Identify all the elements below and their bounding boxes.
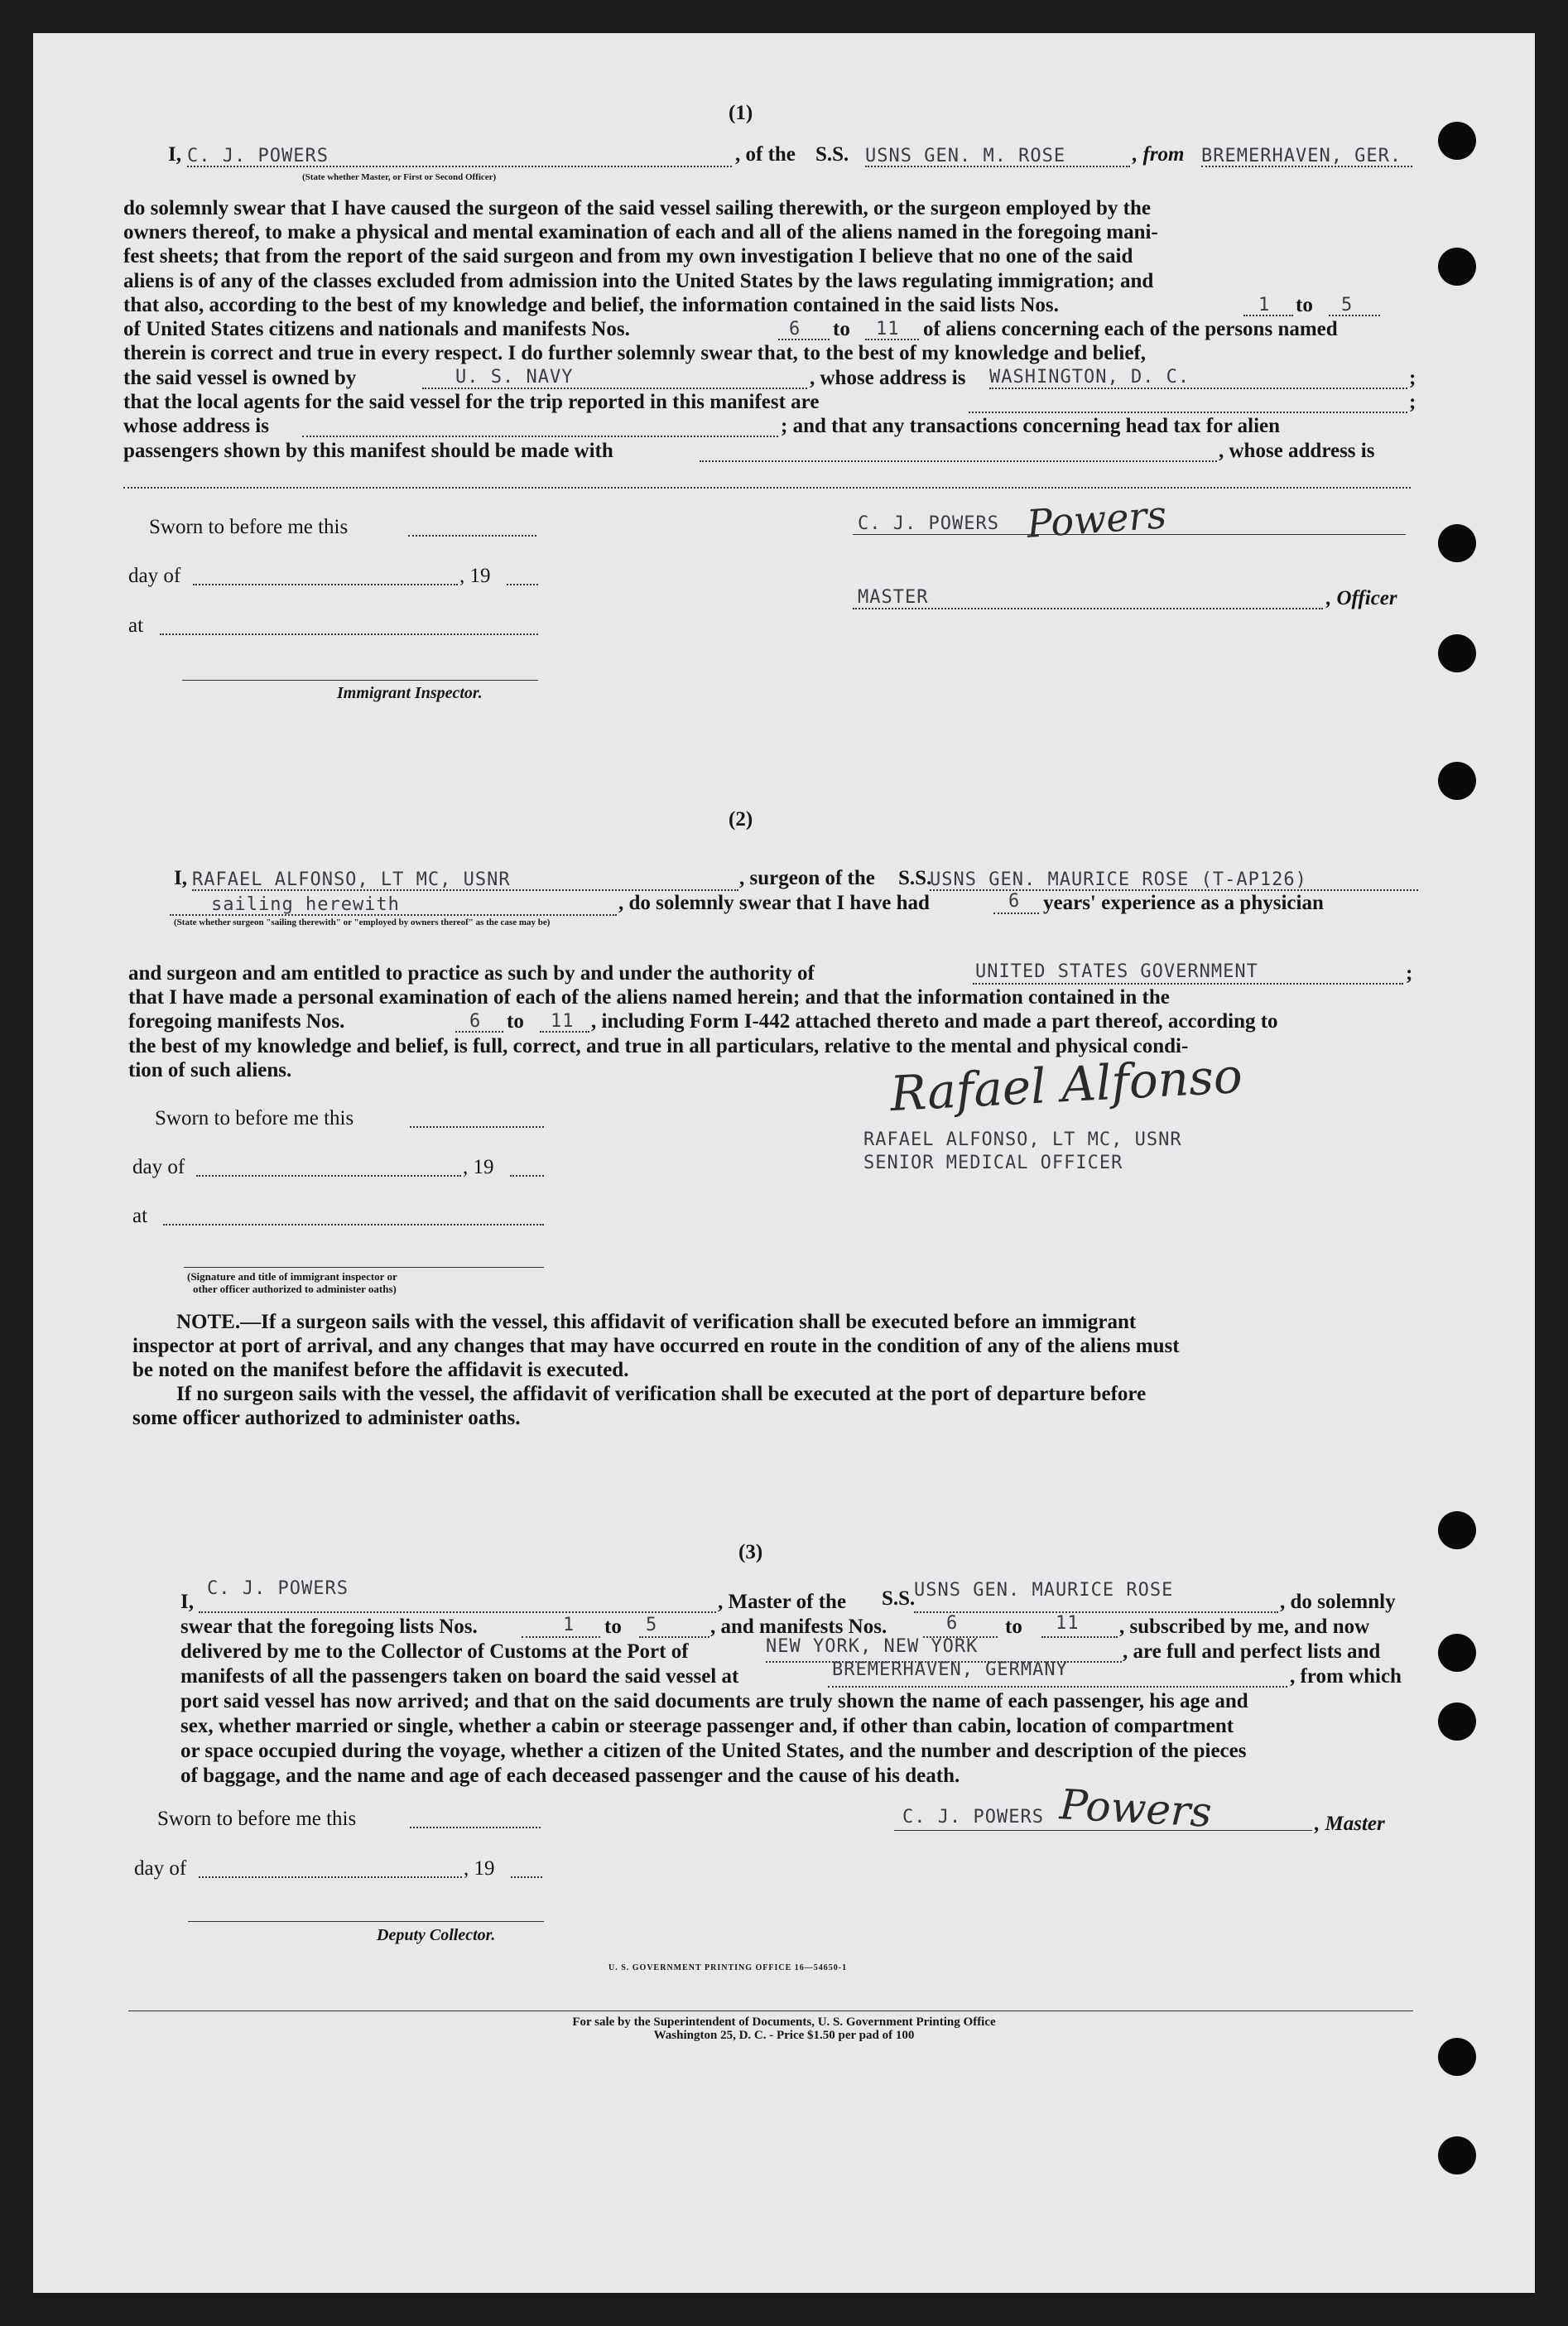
label-text: , are full and perfect lists and <box>1123 1640 1381 1663</box>
fill-line <box>540 1031 589 1033</box>
punct: ; <box>1406 962 1413 985</box>
label-text: , whose address is <box>810 367 966 389</box>
note-line: be noted on the manifest before the affidavit is executed. <box>132 1359 629 1381</box>
fill-line <box>123 487 1411 489</box>
list-number: 1 <box>563 1615 575 1635</box>
fill-line <box>969 412 1407 413</box>
at-label: at <box>128 614 144 637</box>
fill-line <box>199 1876 462 1878</box>
fill-line <box>973 983 1403 985</box>
fill-line <box>989 388 1407 389</box>
day-label: day of <box>132 1156 185 1178</box>
paragraph-line: of baggage, and the name and age of each deceased passenger and the cause of his death. <box>180 1765 960 1787</box>
fill-line <box>522 1636 600 1638</box>
deputy-caption: Deputy Collector. <box>377 1926 496 1944</box>
fill-line <box>639 1636 709 1638</box>
paragraph-line: swear that the foregoing lists Nos. <box>180 1616 478 1638</box>
vessel-name: USNS GEN. MAURICE ROSE <box>914 1580 1174 1601</box>
manifest-number: 11 <box>876 319 900 340</box>
paragraph-line: owners thereof, to make a physical and mental examination of each and all of the aliens named in the foregoing mani- <box>123 221 1158 243</box>
punch-hole <box>1438 248 1476 286</box>
sworn-label: Sworn to before me this <box>157 1808 357 1830</box>
master-signature: Powers <box>1058 1780 1214 1837</box>
fill-line <box>510 1175 544 1177</box>
fill-line <box>302 436 778 437</box>
paragraph-line: port said vessel has now arrived; and that on the said documents are truly shown the name of each passenger, his age and <box>180 1690 1248 1712</box>
punch-hole <box>1438 2136 1476 2174</box>
fill-line <box>914 1611 1278 1613</box>
note-line: inspector at port of arrival, and any changes that may have occurred en route in the condition of any of the aliens must <box>132 1335 1180 1357</box>
fill-line <box>828 1686 1287 1688</box>
paragraph-line: therein is correct and true in every respect. I do further solemnly swear that, to the best of my knowledge and belief, <box>123 342 1147 364</box>
paragraph-line: , whose address is <box>1219 440 1375 462</box>
fill-line <box>193 584 458 585</box>
fill-line <box>410 1126 544 1128</box>
document-page <box>33 33 1535 2293</box>
punct: ; <box>1409 367 1416 389</box>
list-number: 5 <box>1341 295 1354 315</box>
fill-line <box>422 388 807 389</box>
fill-line <box>196 1175 461 1177</box>
fill-line <box>455 1031 503 1033</box>
list-number: 1 <box>1258 295 1271 315</box>
section-number: (1) <box>729 102 753 124</box>
note-line: NOTE.—If a surgeon sails with the vessel, this affidavit of verification shall be executed before an immigrant <box>176 1311 1137 1333</box>
officer-caption: , Officer <box>1326 587 1397 609</box>
paragraph-line: fest sheets; that from the report of the said surgeon and from my own investigation I believe that no one of the said <box>123 245 1133 267</box>
paragraph-line: or space occupied during the voyage, whether a citizen of the United States, and the number and description of the pieces <box>180 1740 1247 1762</box>
label-text: , and manifests Nos. <box>710 1616 887 1638</box>
punch-hole <box>1438 524 1476 562</box>
vessel-type: S.S. <box>815 143 849 166</box>
punch-hole <box>1438 2038 1476 2076</box>
label-text: to <box>507 1010 524 1033</box>
surgeon-signature-title: SENIOR MEDICAL OFFICER <box>863 1153 1123 1173</box>
day-label: day of <box>128 565 181 587</box>
paragraph-line: foregoing manifests Nos. <box>128 1010 345 1033</box>
pronoun: I, <box>180 1591 194 1613</box>
master-caption: , Master <box>1315 1813 1385 1835</box>
paragraph-line: do solemnly swear that I have caused the surgeon of the said vessel sailing therewith, or the surgeon employed by the <box>123 197 1151 219</box>
vessel-type: S.S. <box>882 1587 916 1610</box>
label-text: , do solemnly swear that I have had <box>618 892 930 914</box>
pronoun: I, <box>168 143 181 166</box>
signature-caption: other officer authorized to administer oaths) <box>193 1283 397 1295</box>
fill-line <box>511 1876 542 1878</box>
label-text: to <box>604 1616 622 1638</box>
officer-title: MASTER <box>858 587 929 608</box>
day-label: day of <box>134 1857 187 1880</box>
label-text: , from <box>1133 143 1185 166</box>
manifest-number: 6 <box>946 1613 959 1634</box>
list-number: 5 <box>646 1615 658 1635</box>
signature-line <box>182 680 538 681</box>
paragraph-line: , including Form I-442 attached thereto and made a part thereof, according to <box>591 1010 1278 1033</box>
label-text: , from which <box>1290 1665 1402 1688</box>
fill-line <box>853 608 1323 609</box>
master-name: C. J. POWERS <box>207 1578 349 1599</box>
years-experience: 6 <box>1008 891 1021 912</box>
punct: ; <box>1409 391 1416 413</box>
paragraph-line: of United States citizens and nationals and manifests Nos. <box>123 318 630 340</box>
punch-hole <box>1438 762 1476 800</box>
year-label: , 19 <box>464 1857 495 1880</box>
arrival-port: NEW YORK, NEW YORK <box>766 1636 979 1657</box>
paragraph-line: manifests of all the passengers taken on board the said vessel at <box>180 1665 739 1688</box>
label-text: to <box>1005 1616 1022 1638</box>
note-line: If no surgeon sails with the vessel, the affidavit of verification shall be executed at the port of departure before <box>176 1383 1147 1405</box>
fill-line <box>1243 315 1293 316</box>
manifest-number: 6 <box>789 319 801 340</box>
sale-notice: For sale by the Superintendent of Documents, U. S. Government Printing Office <box>572 2015 996 2029</box>
sworn-label: Sworn to before me this <box>149 516 349 538</box>
surgeon-signature-name: RAFAEL ALFONSO, LT MC, USNR <box>863 1129 1182 1150</box>
sworn-label: Sworn to before me this <box>155 1107 354 1129</box>
master-signature-name: C. J. POWERS <box>902 1807 1044 1828</box>
year-label: , 19 <box>459 565 491 587</box>
paragraph-line: and surgeon and am entitled to practice as such by and under the authority of <box>128 962 815 985</box>
paragraph-line: ; and that any transactions concerning head tax for alien <box>781 415 1281 437</box>
officer-signature: Powers <box>1025 492 1168 547</box>
manifest-number: 6 <box>469 1011 482 1032</box>
paragraph-line: sex, whether married or single, whether a cabin or steerage passenger and, if other than cabin, location of compartment <box>180 1715 1234 1737</box>
label-text: , surgeon of the <box>739 867 875 889</box>
fill-line <box>778 339 830 340</box>
paragraph-line: that I have made a personal examination of each of the aliens named herein; and that the information contained in the <box>128 986 1170 1009</box>
officer-name: C. J. POWERS <box>187 146 329 166</box>
inspector-caption: Immigrant Inspector. <box>337 684 483 702</box>
fill-line <box>160 633 538 635</box>
surgeon-name: RAFAEL ALFONSO, LT MC, USNR <box>192 869 511 890</box>
paragraph-line: that also, according to the best of my knowledge and belief, the information contained in the said lists Nos. <box>123 294 1059 316</box>
label-text: to <box>1296 294 1313 316</box>
surgeon-status: sailing herewith <box>211 894 400 915</box>
paragraph-line: of aliens concerning each of the persons named <box>923 318 1338 340</box>
label-text: to <box>833 318 850 340</box>
paragraph-line: aliens is of any of the classes excluded from admission into the United States by the laws regulating immigration; and <box>123 270 1154 292</box>
field-caption: (State whether surgeon "sailing therewith" or "employed by owners thereof" as the case may be) <box>174 917 551 927</box>
paragraph-line: tion of such aliens. <box>128 1059 292 1081</box>
section-number: (2) <box>729 808 753 831</box>
sale-notice: Washington 25, D. C. - Price $1.50 per pad of 100 <box>653 2029 915 2042</box>
signature-line <box>894 1830 1312 1831</box>
vessel-type: S.S. <box>898 867 932 889</box>
year-label: , 19 <box>463 1156 494 1178</box>
signature-line <box>853 534 1406 535</box>
pronoun: I, <box>174 867 187 889</box>
fill-line <box>163 1224 544 1226</box>
paragraph-line: that the local agents for the said vessel for the trip reported in this manifest are <box>123 391 820 413</box>
fill-line <box>1201 166 1412 167</box>
fill-line <box>865 166 1130 167</box>
label-text: , of the <box>735 143 796 166</box>
embark-port: BREMERHAVEN, GERMANY <box>832 1659 1068 1680</box>
fill-line <box>993 913 1039 914</box>
signature-line <box>184 1267 544 1268</box>
punch-hole <box>1438 1511 1476 1549</box>
departure-port: BREMERHAVEN, GER. <box>1201 146 1402 166</box>
punch-hole <box>1438 634 1476 672</box>
vessel-name: USNS GEN. MAURICE ROSE (T-AP126) <box>930 869 1307 890</box>
fill-line <box>408 535 536 537</box>
at-label: at <box>132 1205 148 1227</box>
paragraph-line: whose address is <box>123 415 269 437</box>
practice-authority: UNITED STATES GOVERNMENT <box>975 961 1258 982</box>
fill-line <box>199 1611 716 1613</box>
punch-hole <box>1438 1702 1476 1741</box>
fill-line <box>410 1827 541 1828</box>
paragraph-line: delivered by me to the Collector of Customs at the Port of <box>180 1640 689 1663</box>
punch-hole <box>1438 122 1476 160</box>
fill-line <box>1041 1636 1118 1638</box>
paragraph-line: the said vessel is owned by <box>123 367 357 389</box>
paragraph-line: the best of my knowledge and belief, is full, correct, and true in all particulars, relative to the mental and physical condi- <box>128 1035 1189 1057</box>
fill-line <box>700 460 1217 462</box>
signature-caption: (Signature and title of immigrant inspector or <box>187 1270 397 1283</box>
vessel-owner: U. S. NAVY <box>455 367 574 388</box>
owner-address: WASHINGTON, D. C. <box>989 367 1190 388</box>
label-text: , Master of the <box>718 1591 847 1613</box>
manifest-number: 11 <box>1056 1613 1080 1634</box>
label-text: , do solemnly <box>1280 1591 1396 1613</box>
signature-line <box>188 1921 544 1922</box>
paragraph-line: passengers shown by this manifest should be made with <box>123 440 613 462</box>
section-number: (3) <box>738 1541 763 1563</box>
fill-line <box>865 339 919 340</box>
manifest-number: 11 <box>551 1011 575 1032</box>
officer-signature-name: C. J. POWERS <box>858 513 999 534</box>
fill-line <box>507 584 538 585</box>
vessel-name: USNS GEN. M. ROSE <box>865 146 1066 166</box>
fill-line <box>1329 315 1380 316</box>
fill-line <box>170 914 617 916</box>
fill-line <box>187 166 732 167</box>
note-line: some officer authorized to administer oaths. <box>132 1407 521 1429</box>
surgeon-signature: Rafael Alfonso <box>888 1047 1244 1123</box>
field-caption: (State whether Master, or First or Second Officer) <box>302 172 497 182</box>
label-text: , subscribed by me, and now <box>1119 1616 1370 1638</box>
punch-hole <box>1438 1634 1476 1672</box>
gpo-imprint: U. S. GOVERNMENT PRINTING OFFICE 16—54650-1 <box>608 1963 848 1972</box>
label-text: years' experience as a physician <box>1043 892 1324 914</box>
